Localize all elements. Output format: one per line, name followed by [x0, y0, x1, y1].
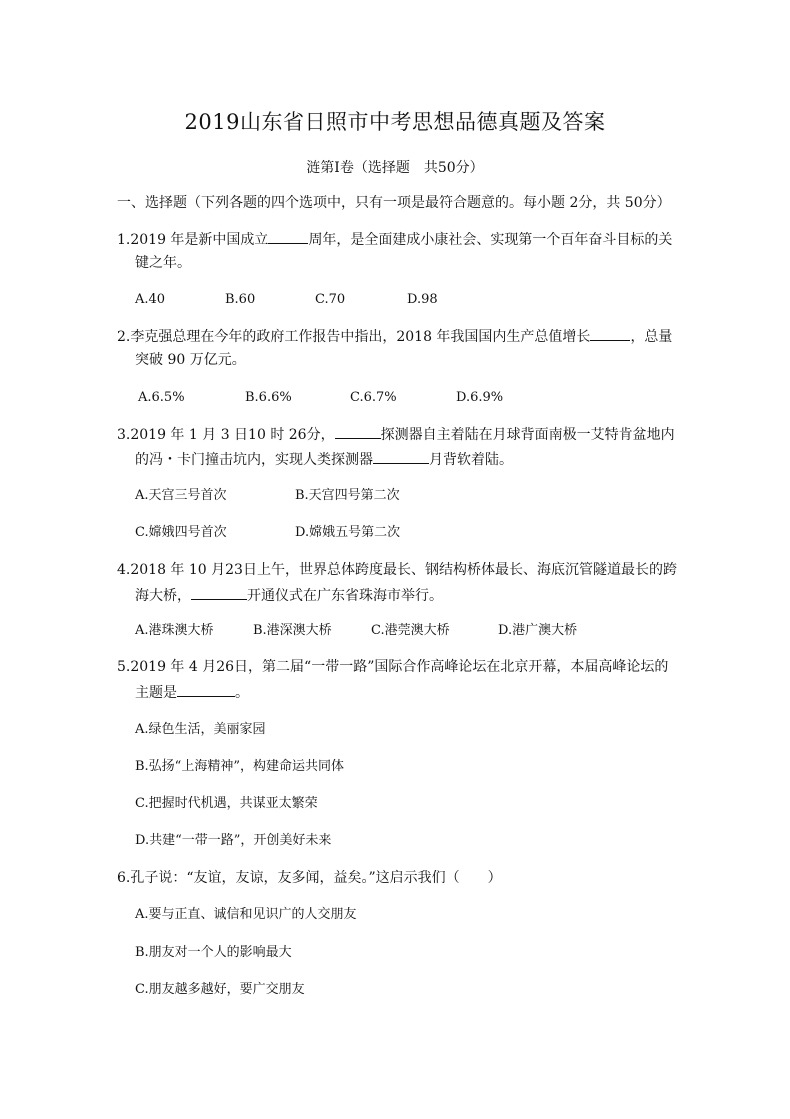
document-title: 2019山东省日照市中考思想品德真题及答案 — [184, 110, 606, 134]
answer-blank — [335, 424, 381, 439]
question-1-option-c: C.70 — [315, 292, 346, 307]
question-2-option-c: C.6.7% — [350, 390, 397, 405]
question-2-line-1: 2.李克强总理在今年的政府工作报告中指出，2018 年我国国内生产总值增长 ，总量 — [117, 326, 677, 347]
question-1-option-d: D.98 — [407, 292, 438, 307]
answer-blank — [373, 449, 429, 464]
question-3-option-c: C.嫦娥四号首次 — [135, 525, 227, 540]
question-4-option-c: C.港莞澳大桥 — [371, 623, 450, 638]
section-heading: 一、选择题（下列各题的四个选项中，只有一项是最符合题意的。每小题 2分，共 50分） — [117, 195, 671, 211]
question-4-option-b: B.港深澳大桥 — [253, 623, 332, 638]
question-2-line-2: 突破 90 万亿元。 — [135, 352, 246, 368]
question-3-option-d: D.嫦娥五号第二次 — [295, 525, 401, 540]
answer-blank — [268, 229, 308, 244]
question-3-option-a: A.天宫三号首次 — [135, 488, 227, 503]
question-1-option-b: B.60 — [225, 292, 256, 307]
question-5-line-2: 主题是 。 — [135, 682, 695, 703]
question-2-option-b: B.6.6% — [245, 390, 292, 405]
question-2-option-d: D.6.9% — [456, 390, 504, 405]
question-5-option-a: A.绿色生活，美丽家园 — [135, 722, 266, 737]
question-6-option-b: B.朋友对一个人的影响最大 — [135, 945, 292, 960]
question-4-line-1: 4.2018 年 10 月23日上午，世界总体跨度最长、钢结构桥体最长、海底沉管隧道最长的跨 — [117, 562, 677, 578]
question-6-option-a: A.要与正直、诚信和见识广的人交朋友 — [135, 907, 357, 922]
question-6-option-c: C.朋友越多越好，要广交朋友 — [135, 982, 305, 997]
question-3-line-1: 3.2019 年 1 月 3 日10 时 26分， 探测器自主着陆在月球背面南极一艾特肯盆地内 — [117, 424, 677, 445]
question-1-option-a: A.40 — [135, 292, 166, 307]
question-2-option-a: A.6.5% — [138, 390, 185, 405]
question-4-line-2: 海大桥， 开通仪式在广东省珠海市举行。 — [135, 585, 695, 606]
answer-blank — [177, 682, 235, 697]
document-subtitle: 涟第Ⅰ卷（选择题 共50分） — [306, 160, 484, 176]
question-4-option-d: D.港广澳大桥 — [498, 623, 578, 638]
question-4-option-a: A.港珠澳大桥 — [135, 623, 214, 638]
question-1-line-2: 键之年。 — [135, 255, 191, 271]
question-5-option-b: B.弘扬“上海精神”，构建命运共同体 — [135, 759, 344, 774]
answer-blank — [191, 585, 247, 600]
question-3-option-b: B.天宫四号第二次 — [295, 488, 400, 503]
answer-blank — [590, 326, 630, 341]
question-5-option-c: C.把握时代机遇，共谋亚太繁荣 — [135, 796, 318, 811]
question-3-line-2: 的冯・卡门撞击坑内，实现人类探测器 月背软着陆。 — [135, 449, 695, 470]
question-5-line-1: 5.2019 年 4 月26日，第二届“一带一路”国际合作高峰论坛在北京开幕，本届高峰论坛的 — [117, 659, 669, 675]
question-6-line-1: 6.孔子说：“友谊，友谅，友多闻，益矣。”这启示我们（ ） — [117, 870, 502, 886]
question-1-line-1: 1.2019 年是新中国成立 周年，是全面建成小康社会、实现第一个百年奋斗目标的关 — [117, 229, 677, 250]
question-5-option-d: D.共建“一带一路”，开创美好未来 — [135, 833, 332, 848]
